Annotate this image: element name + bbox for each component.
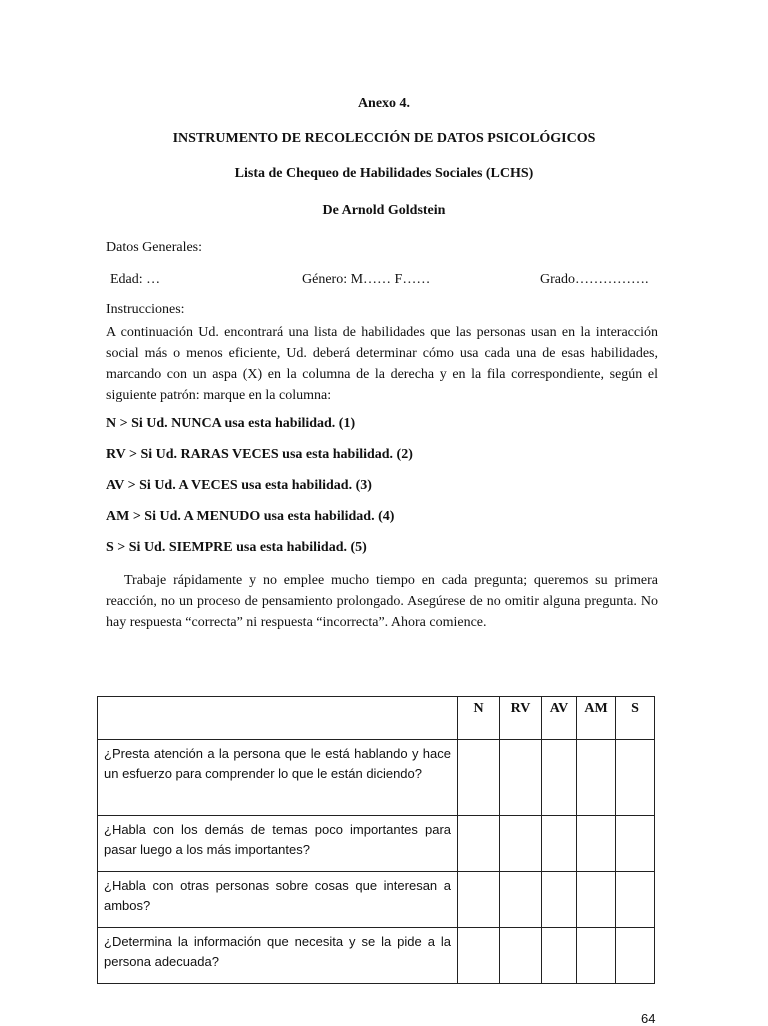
answer-cell-n[interactable]: [458, 740, 500, 816]
question-cell: ¿Determina la información que necesita y se la pide a la persona adecuada?: [98, 928, 458, 984]
answer-cell-rv[interactable]: [500, 740, 542, 816]
scale-item-av: AV > Si Ud. A VECES usa esta habilidad. (3): [106, 478, 372, 493]
instructions-heading: Instrucciones:: [106, 302, 185, 317]
answer-cell-av[interactable]: [542, 872, 577, 928]
answer-cell-am[interactable]: [577, 816, 616, 872]
general-data-heading: Datos Generales:: [106, 240, 203, 255]
instructions-note: [106, 570, 658, 633]
answer-cell-s[interactable]: [616, 816, 655, 872]
table-row: [98, 740, 655, 816]
scale-item-am: AM > Si Ud. A MENUDO usa esta habilidad. (4): [106, 509, 395, 524]
answer-cell-s[interactable]: [616, 928, 655, 984]
table-row: [98, 928, 655, 984]
answer-cell-n[interactable]: [458, 816, 500, 872]
scale-item-n: N > Si Ud. NUNCA usa esta habilidad. (1): [106, 416, 356, 431]
grade-field: Grado…………….: [540, 272, 649, 287]
question-cell: ¿Habla con otras personas sobre cosas que interesan a ambos?: [98, 872, 458, 928]
gender-field: Género: M…… F……: [302, 272, 431, 287]
answer-cell-am[interactable]: [577, 740, 616, 816]
column-header-am: AM: [577, 697, 616, 740]
answer-cell-n[interactable]: [458, 928, 500, 984]
page-number: 64: [641, 1011, 656, 1026]
scale-item-s: S > Si Ud. SIEMPRE usa esta habilidad. (5): [106, 540, 367, 555]
question-column-header: [98, 697, 458, 740]
column-header-rv: RV: [500, 697, 542, 740]
answer-cell-am[interactable]: [577, 928, 616, 984]
answer-cell-av[interactable]: [542, 928, 577, 984]
instructions-text: A continuación Ud. encontrará una lista de habilidades que las personas usan en la interacción social más o menos eficiente, Ud. deberá determinar cómo usa cada una de esas habilidades, marcando con un aspa (X) en la columna de la derecha y en la fila correspondiente, según el siguiente patrón: marque en la columna:: [106, 325, 658, 403]
answer-cell-rv[interactable]: [500, 928, 542, 984]
answer-cell-s[interactable]: [616, 872, 655, 928]
answer-cell-av[interactable]: [542, 740, 577, 816]
column-header-s: S: [616, 697, 655, 740]
instructions-note-text: Trabaje rápidamente y no emplee mucho tiempo en cada pregunta; queremos su primera reacción, no un proceso de pensamiento prolongado. Asegúrese de no omitir alguna pregunta. No hay respuesta “correcta” ni respuesta “incorrecta”. Ahora comience.: [106, 573, 658, 630]
document-author: De Arnold Goldstein: [322, 203, 446, 218]
answer-cell-am[interactable]: [577, 872, 616, 928]
column-header-av: AV: [542, 697, 577, 740]
document-title: INSTRUMENTO DE RECOLECCIÓN DE DATOS PSICOLÓGICOS: [172, 131, 596, 146]
table-row: [98, 872, 655, 928]
question-cell: ¿Habla con los demás de temas poco importantes para pasar luego a los más importantes?: [98, 816, 458, 872]
annex-label: Anexo 4.: [357, 96, 411, 111]
answer-cell-n[interactable]: [458, 872, 500, 928]
scale-item-rv: RV > Si Ud. RARAS VECES usa esta habilidad. (2): [106, 447, 413, 462]
column-header-n: N: [458, 697, 500, 740]
table-header-row: [98, 697, 655, 740]
table-row: [98, 816, 655, 872]
answer-cell-rv[interactable]: [500, 816, 542, 872]
answer-cell-s[interactable]: [616, 740, 655, 816]
age-field: Edad: …: [110, 272, 161, 287]
skills-checklist-table: [97, 696, 655, 984]
question-cell: ¿Presta atención a la persona que le está hablando y hace un esfuerzo para comprender lo que le están diciendo?: [98, 740, 458, 816]
answer-cell-av[interactable]: [542, 816, 577, 872]
answer-cell-rv[interactable]: [500, 872, 542, 928]
document-subtitle: Lista de Chequeo de Habilidades Sociales (LCHS): [234, 166, 534, 181]
